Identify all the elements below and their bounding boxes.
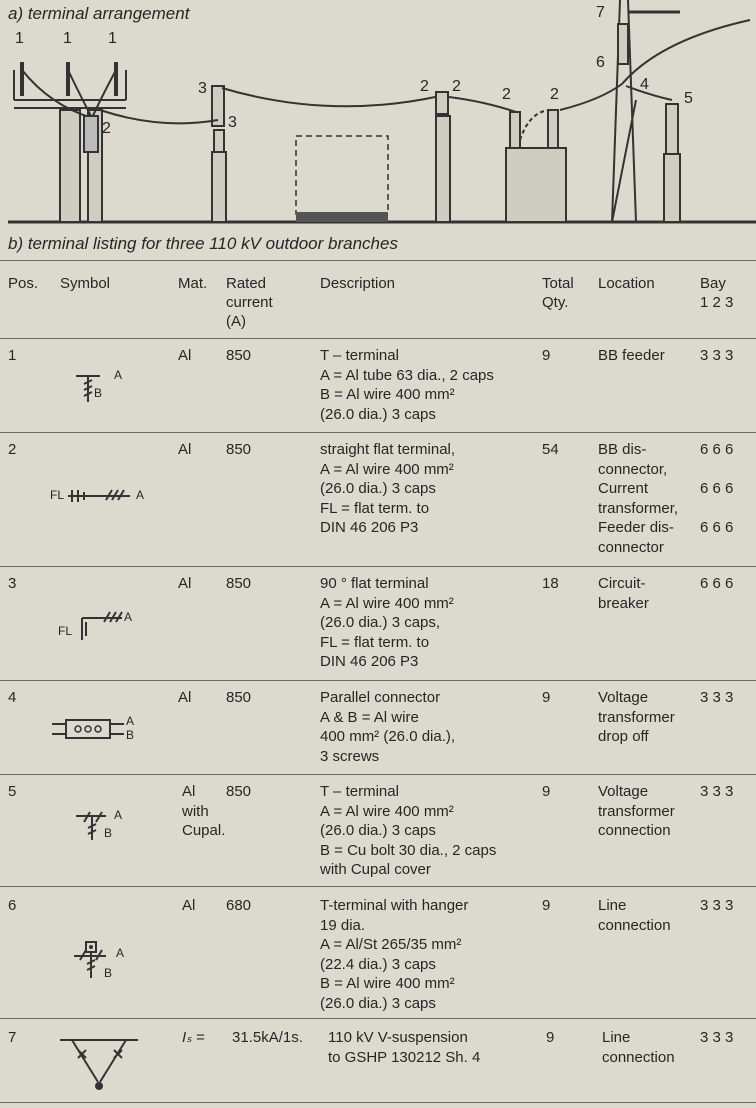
row2-sym-label-fl: FL [50,488,65,502]
row2-bay: 6 6 6 6 6 6 6 6 6 [700,441,734,536]
row1-desc: T – terminal A = Al tube 63 dia., 2 caps B = Al wire 400 mm² (26.0 dia.) 3 caps [320,347,494,423]
row1-qty: 9 [542,347,551,364]
row6-mat: Al [182,897,196,914]
row1-pos: 1 [8,347,17,364]
row1-mat: Al [178,347,192,364]
row2-loc: BB dis- connector, Current transformer, Feeder dis- connector [598,441,679,556]
row5-loc: Voltage transformer connection [598,783,675,839]
row6-symbol [72,938,125,982]
row3-qty: 18 [542,575,559,592]
section-title: b) terminal listing for three 110 kV outdoor branches [8,234,398,253]
row5-sym-label-b: B [104,826,113,840]
header-bay: Bay 1 2 3 [700,275,734,311]
figure-title: a) terminal arrangement [8,4,190,23]
header-mat: Mat. [178,275,208,292]
row3-rated: 850 [226,575,252,592]
row-rule [0,680,756,681]
row-rule [0,1018,756,1019]
row6-qty: 9 [542,897,551,914]
row7-pos: 7 [8,1029,17,1046]
row5-bay: 3 3 3 [700,783,734,800]
row7-desc: 110 kV V-suspension to GSHP 130212 Sh. 4 [328,1029,481,1066]
marker-7: 7 [596,4,605,21]
row6-desc: T-terminal with hanger 19 dia. A = Al/St 265/35 mm² (22.4 dia.) 3 caps B = Al wire 400 mm² (26.0 dia.) 3 caps [320,897,469,1012]
circuit-breaker-pole [212,86,226,222]
row3-loc: Circuit- breaker [598,575,649,612]
row2-desc: straight flat terminal, A = Al wire 400 mm² (26.0 dia.) 3 caps FL = flat term. to DIN 46 206 P3 [320,441,456,536]
marker-2b: 2 [420,78,429,95]
row6-rated: 680 [226,897,252,914]
row2-sym-label-a: A [136,488,145,502]
row3-mat: Al [178,575,192,592]
disconnector [436,92,450,222]
row1-symbol [70,366,150,406]
marker-4: 4 [640,76,649,93]
row-rule [0,886,756,887]
row-rule [0,338,756,339]
row7-mat: Iₛ = [182,1029,205,1046]
header-rated: Rated current (A) [226,275,273,330]
header-symbol: Symbol [60,275,111,292]
row5-qty: 9 [542,783,551,800]
row1-loc: BB feeder [598,347,665,364]
row3-pos: 3 [8,575,17,592]
row5-rated: 850 [226,783,252,800]
row3-desc: 90 ° flat terminal A = Al wire 400 mm² (26.0 dia.) 3 caps, FL = flat term. to DIN 46 206 P3 [320,575,454,670]
row2-rated: 850 [226,441,252,458]
row2-qty: 54 [542,441,559,458]
row4-desc: Parallel connector A & B = Al wire 400 mm² (26.0 dia.), 3 screws [320,689,456,765]
marker-2e: 2 [550,86,559,103]
marker-6: 6 [596,54,605,71]
row-rule [0,774,756,775]
marker-1b: 1 [63,30,72,47]
row6-sym-label-b: B [104,966,113,980]
table-bottom-rule [0,1102,756,1103]
row6-sym-label-a: A [116,946,125,960]
header-description: Description [320,275,396,292]
row4-bay: 3 3 3 [700,689,734,706]
row4-sym-label-a: A [126,714,135,728]
row7-rated: 31.5kA/1s. [232,1029,303,1046]
row1-bay: 3 3 3 [700,347,734,364]
row4-mat: Al [178,689,192,706]
header-location: Location [598,275,655,292]
row5-mat: Al with Cupal. [182,783,226,839]
row4-pos: 4 [8,689,17,706]
marker-1a: 1 [15,30,24,47]
row3-sym-label-fl: FL [58,624,73,638]
marker-2c: 2 [452,78,461,95]
current-transformer [506,110,566,222]
marker-2d: 2 [502,86,511,103]
row-rule [0,432,756,433]
busbar-gantry [14,62,126,222]
row7-qty: 9 [546,1029,555,1046]
row3-bay: 6 6 6 [700,575,734,592]
row7-loc: Line connection [602,1029,675,1066]
row6-pos: 6 [8,897,17,914]
row2-symbol [66,484,136,508]
row7-bay: 3 3 3 [700,1029,734,1046]
marker-5: 5 [684,90,693,107]
header-pos: Pos. [8,275,39,292]
marker-1c: 1 [108,30,117,47]
header-qty: Total Qty. [542,275,574,311]
row6-bay: 3 3 3 [700,897,734,914]
voltage-transformer [664,104,680,222]
row4-symbol [50,718,130,742]
row7-symbol [56,1034,146,1094]
row5-sym-label-a: A [114,808,123,822]
row4-qty: 9 [542,689,551,706]
marker-2a: 2 [102,120,111,137]
row6-loc: Line connection [598,897,671,934]
reserved-space [296,136,388,214]
row5-pos: 5 [8,783,17,800]
marker-3a: 3 [198,80,207,97]
row2-pos: 2 [8,441,17,458]
row4-sym-label-b: B [126,728,135,742]
row5-desc: T – terminal A = Al wire 400 mm² (26.0 dia.) 3 caps B = Cu bolt 30 dia., 2 caps with Cupal cover [320,783,497,878]
row3-sym-label-a: A [124,610,133,624]
conductor-line [100,20,750,123]
row1-sym-label-a: A [114,368,123,382]
row2-mat: Al [178,441,192,458]
row4-rated: 850 [226,689,252,706]
row1-rated: 850 [226,347,252,364]
table-top-rule [0,260,756,261]
row-rule [0,566,756,567]
marker-3b: 3 [228,114,237,131]
row1-sym-label-b: B [94,386,103,400]
row4-loc: Voltage transformer drop off [598,689,675,745]
